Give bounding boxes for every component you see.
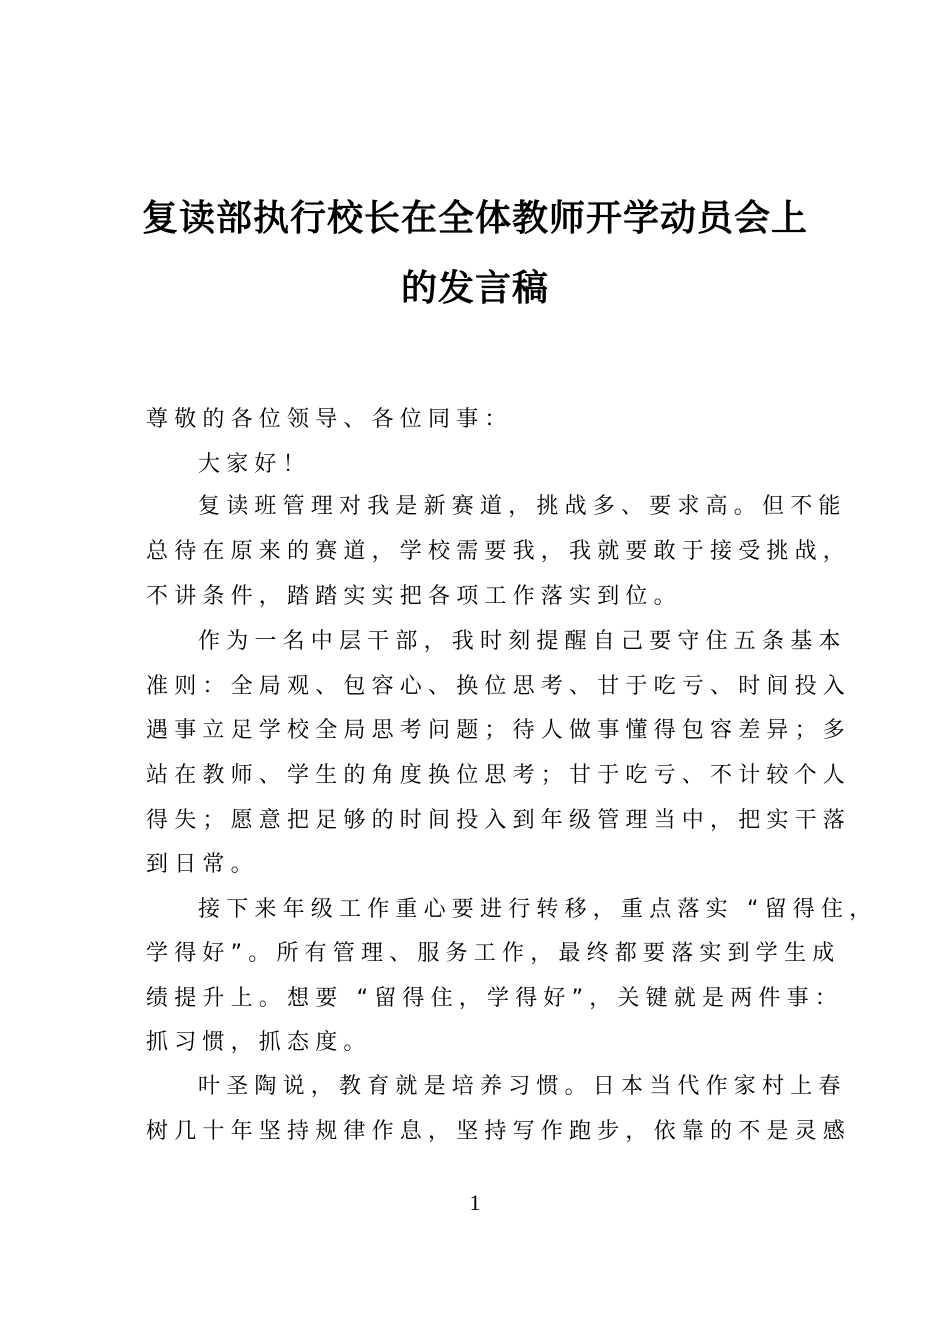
greeting: 大家好！ <box>198 452 311 477</box>
paragraph-4-line-2: 树几十年坚持规律作息，坚持写作跑步，依靠的不是灵感 <box>146 1119 852 1144</box>
paragraph-2-line-4: 站在教师、学生的角度换位思考；甘于吃亏、不计较个人 <box>146 763 852 788</box>
paragraph-1-line-2: 总待在原来的赛道，学校需要我，我就要敢于接受挑战， <box>146 539 852 564</box>
document-title-line-2: 的发言稿 <box>400 267 549 309</box>
document-title-line-1: 复读部执行校长在全体教师开学动员会上 <box>141 197 808 239</box>
salutation: 尊敬的各位领导、各位同事： <box>146 407 513 432</box>
paragraph-3-line-1: 接下来年级工作重心要进行转移，重点落实 “留得住， <box>198 897 878 922</box>
paragraph-2-line-6: 到日常。 <box>146 852 259 877</box>
paragraph-1-line-1: 复读班管理对我是新赛道，挑战多、要求高。但不能 <box>198 494 847 519</box>
paragraph-1-line-3: 不讲条件，踏踏实实把各项工作落实到位。 <box>146 584 682 609</box>
paragraph-4-line-1: 叶圣陶说，教育就是培养习惯。日本当代作家村上春 <box>198 1074 847 1099</box>
paragraph-2-line-2: 准则：全局观、包容心、换位思考、甘于吃亏、时间投入 <box>146 674 852 699</box>
paragraph-3-line-4: 抓习惯，抓态度。 <box>146 1030 372 1055</box>
paragraph-2-line-1: 作为一名中层干部，我时刻提醒自己要守住五条基本 <box>198 629 847 654</box>
paragraph-2-line-3: 遇事立足学校全局思考问题；待人做事懂得包容差异；多 <box>146 718 852 743</box>
page-number: 1 <box>469 1190 481 1215</box>
paragraph-3-line-3: 绩提升上。想要 “留得住，学得好”，关键就是两件事： <box>146 986 843 1011</box>
paragraph-2-line-5: 得失；愿意把足够的时间投入到年级管理当中，把实干落 <box>146 808 852 833</box>
paragraph-3-line-2: 学得好”。所有管理、服务工作，最终都要落实到学生成 <box>146 941 841 966</box>
